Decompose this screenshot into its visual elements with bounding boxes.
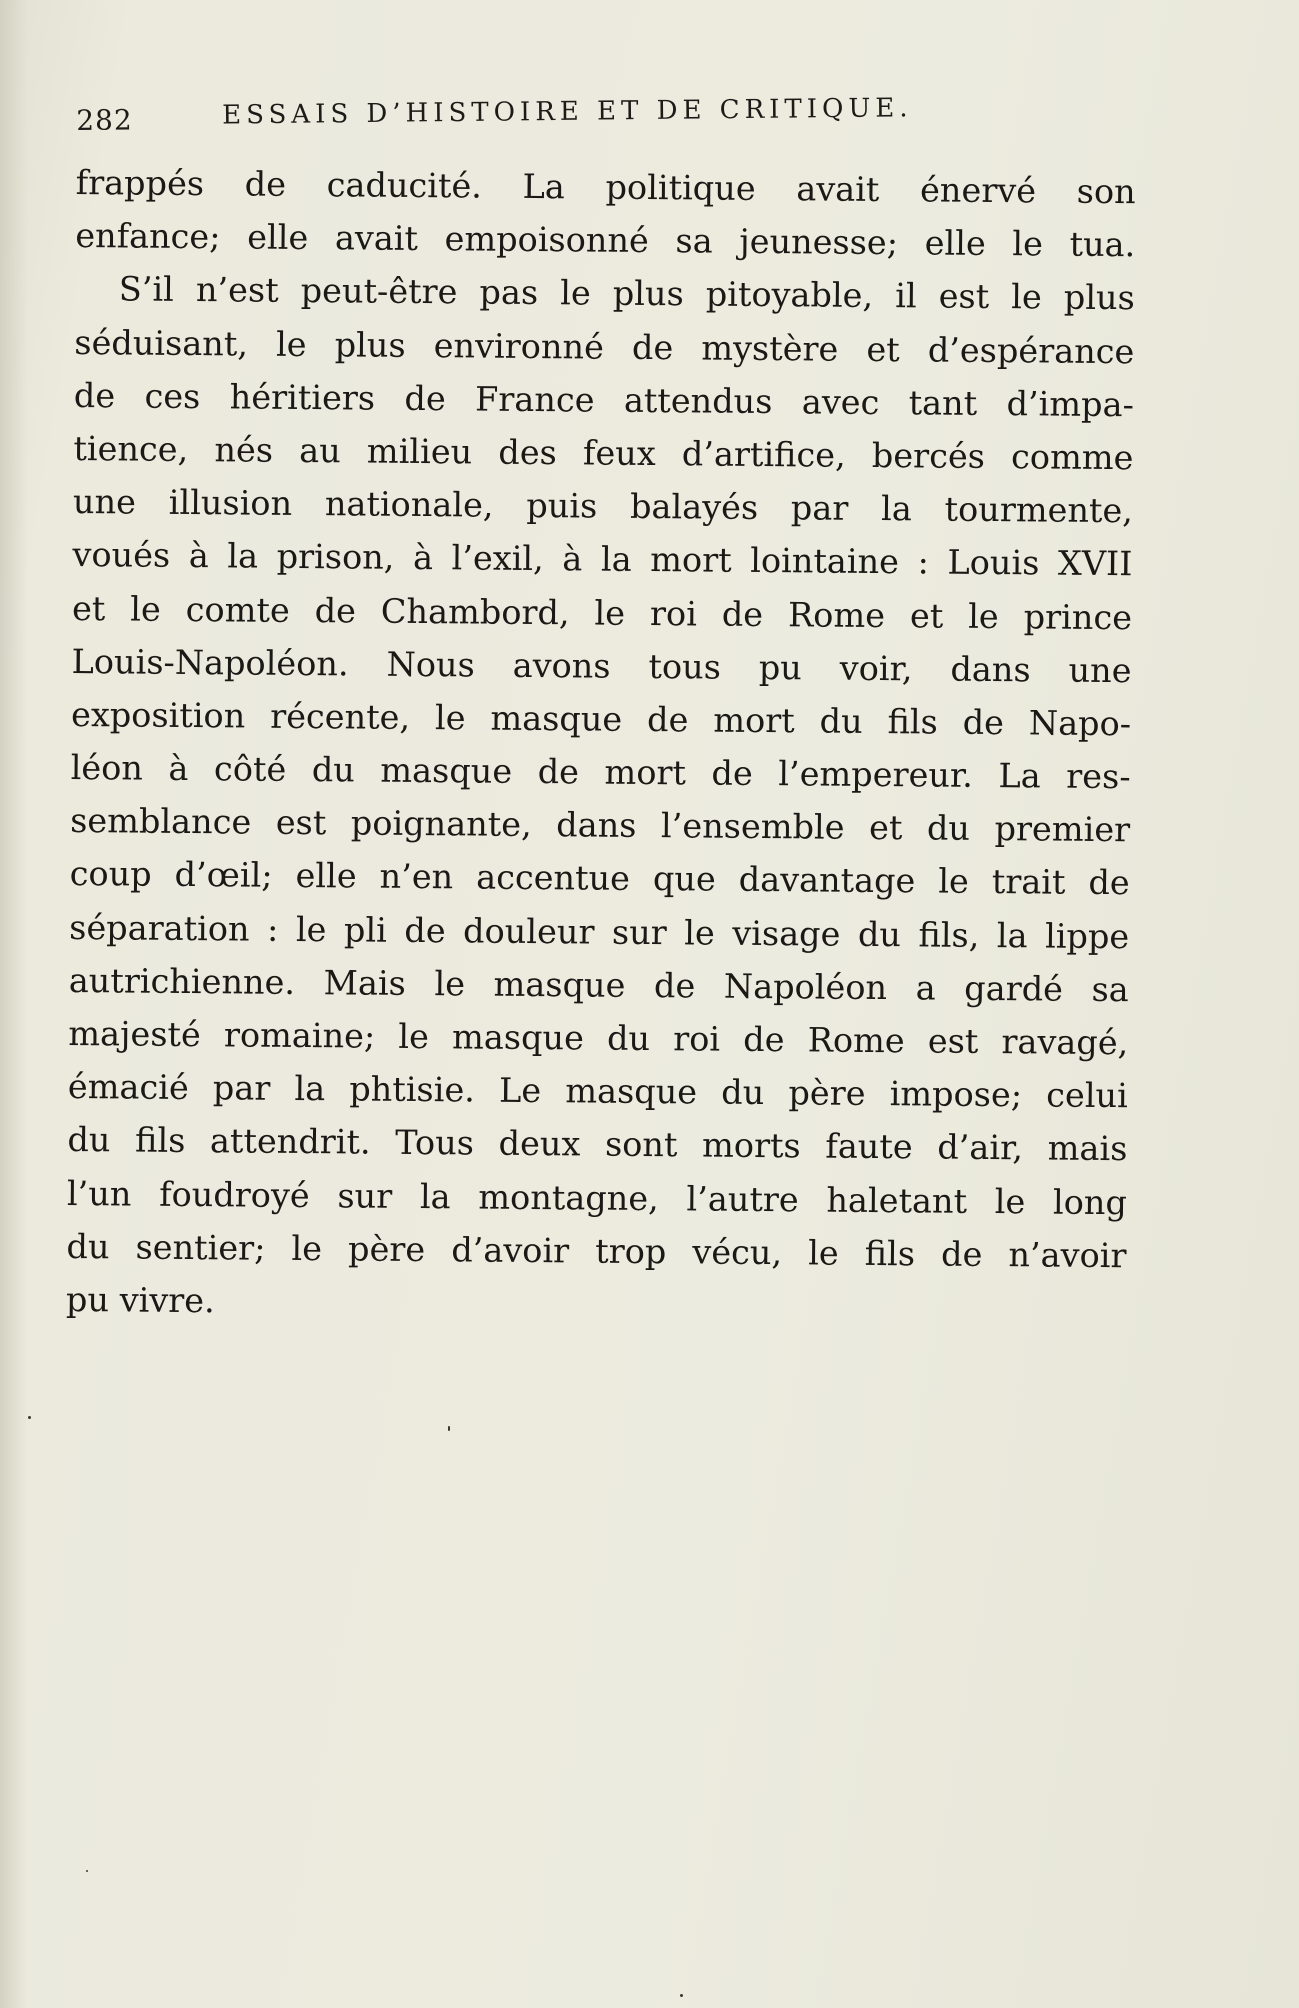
text-line: émacié par la phtisie. Le masque du père impose; celui <box>67 1067 1129 1116</box>
text-line: autrichienne. Mais le masque de Napoléon a gardé sa <box>68 960 1129 1010</box>
page-number: 282 <box>76 103 133 137</box>
text-line: tience, nés au milieu des feux d’artifice, bercés comme <box>73 428 1134 478</box>
body-text <box>66 156 1136 1335</box>
paper-speck <box>680 1994 683 1997</box>
paragraph-start-line: S’il n’est peut-être pas le plus pitoyable, il est le plus <box>118 269 1135 318</box>
text-line: exposition récente, le masque de mort du fils de Napo- <box>70 694 1132 744</box>
running-title: ESSAIS D’HISTOIRE ET DE CRITIQUE. <box>222 93 913 131</box>
gutter-shadow <box>0 0 28 2008</box>
paper-speck <box>448 1426 450 1431</box>
text-line: l’un foudroyé sur la montagne, l’autre haletant le long <box>66 1173 1128 1222</box>
text-line: séduisant, le plus environné de mystère et d’espérance <box>74 322 1135 371</box>
text-line: voués à la prison, à l’exil, à la mort lointaine : Louis XVII <box>72 535 1133 584</box>
text-line: majesté romaine; le masque du roi de Rome est ravagé, <box>68 1013 1129 1063</box>
paper-speck <box>86 1870 88 1872</box>
text-line: de ces héritiers de France attendus avec tant d’impa- <box>73 375 1135 424</box>
text-line: et le comte de Chambord, le roi de Rome et le prince <box>71 588 1133 637</box>
text-line: Louis-Napoléon. Nous avons tous pu voir, dans une <box>71 641 1132 690</box>
text-line: enfance; elle avait empoisonné sa jeunesse; elle le tua. <box>75 216 1136 265</box>
text-line: une illusion nationale, puis balayés par la tourmente, <box>72 482 1134 531</box>
paragraph-end-line: pu vivre. <box>65 1279 215 1321</box>
text-line: séparation : le pli de douleur sur le visage du fils, la lippe <box>69 907 1130 956</box>
text-line: frappés de caducité. La politique avait énervé son <box>75 162 1136 212</box>
text-line: semblance est poignante, dans l’ensemble et du premier <box>70 801 1131 850</box>
text-line: coup d’œil; elle n’en accentue que davantage le trait de <box>69 854 1130 903</box>
text-line: du fils attendrit. Tous deux sont morts faute d’air, mais <box>67 1120 1128 1169</box>
text-line: léon à côté du masque de mort de l’empereur. La res- <box>70 748 1131 797</box>
paper-speck <box>28 1416 31 1419</box>
text-line: du sentier; le père d’avoir trop vécu, le fils de n’avoir <box>66 1226 1127 1275</box>
running-head <box>76 87 1136 148</box>
